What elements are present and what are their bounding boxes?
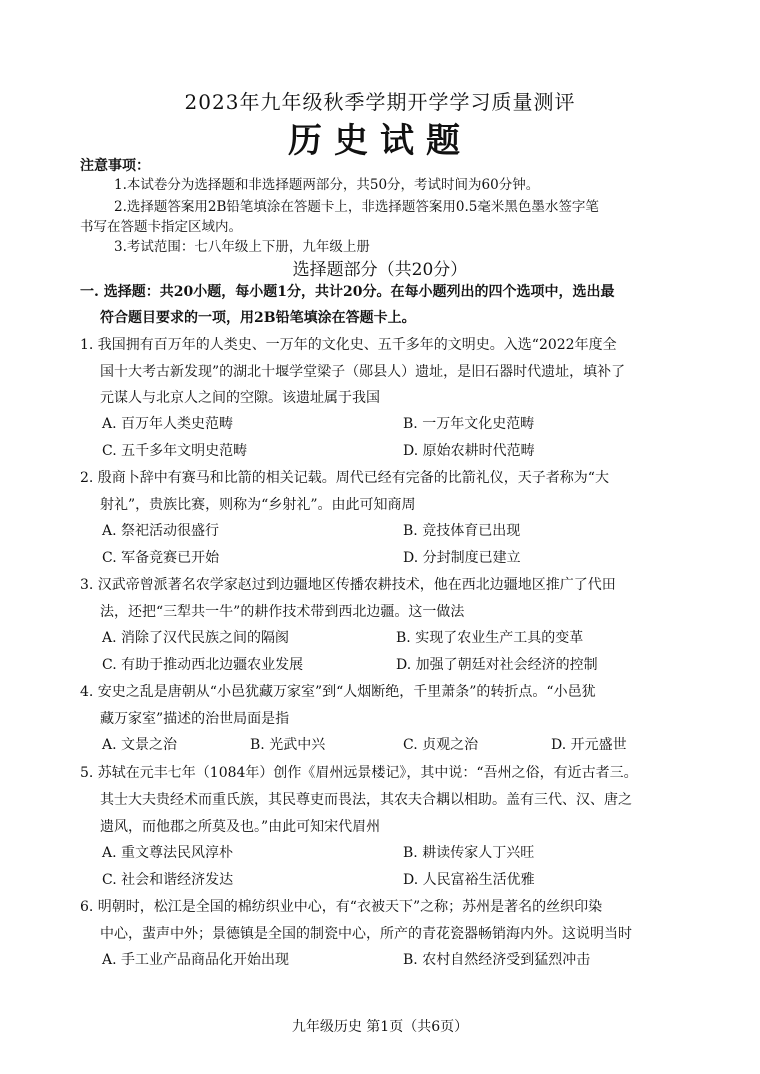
question-text: 4. 安史之乱是唐朝从“小邑犹藏万家室”到“人烟断绝，千里萧条”的转折点。“小邑犹	[80, 684, 596, 700]
option-b: B. 一万年文化史范畴	[403, 416, 535, 432]
question-text: 中心，蜚声中外；景德镇是全国的制瓷中心，所产的青花瓷器畅销海内外。这说明当时	[100, 926, 632, 942]
question-text: 5. 苏轼在元丰七年（1084年）创作《眉州远景楼记》，其中说：“吾州之俗，有近古者三。	[80, 765, 638, 781]
option-c: C. 贞观之治	[403, 737, 479, 753]
option-d: D. 加强了朝廷对社会经济的控制	[396, 657, 598, 673]
exam-title: 2023年九年级秋季学期开学学习质量测评	[184, 90, 576, 114]
option-a: A. 百万年人类史范畴	[102, 416, 234, 432]
option-c: C. 军备竞赛已开始	[102, 550, 220, 566]
question-text: 国十大考古新发现”的湖北十堰学堂梁子（郧县人）遗址，是旧石器时代遗址，填补了	[100, 364, 626, 380]
option-d: D. 分封制度已建立	[403, 550, 521, 566]
question-text: 法，还把“三犁共一牛”的耕作技术带到西北边疆。这一做法	[100, 604, 465, 620]
option-b: B. 农村自然经济受到猛烈冲击	[403, 952, 591, 968]
section-instruction: 符合题目要求的一项，用2B铅笔填涂在答题卡上。	[100, 310, 416, 326]
question-text: 2. 殷商卜辞中有赛马和比箭的相关记载。周代已经有完备的比箭礼仪，天子者称为“大	[80, 470, 609, 486]
notice-line: 1.本试卷分为选择题和非选择题两部分，共50分，考试时间为60分钟。	[114, 177, 540, 193]
option-b: B. 耕读传家人丁兴旺	[403, 845, 535, 861]
question-text: 1. 我国拥有百万年的人类史、一万年的文化史、五千多年的文明史。入选“2022年度全	[80, 337, 617, 353]
option-a: A. 重文尊法民风淳朴	[102, 845, 234, 861]
option-c: C. 有助于推动西北边疆农业发展	[102, 657, 304, 673]
question-text: 3. 汉武帝曾派著名农学家赵过到边疆地区传播农耕技术，他在西北边疆地区推广了代田	[80, 577, 616, 593]
question-text: 6. 明朝时，松江是全国的棉纺织业中心，有“衣被天下”之称；苏州是著名的丝织印染	[80, 899, 603, 915]
notice-line: 2.选择题答案用2B铅笔填涂在答题卡上，非选择题答案用0.5毫米黑色墨水签字笔	[114, 199, 599, 215]
notice-heading: 注意事项：	[80, 158, 150, 174]
section-instruction: 一. 选择题：共20小题，每小题1分，共计20分。在每小题列出的四个选项中，选出最	[80, 284, 615, 300]
notice-line: 3.考试范围：七八年级上下册，九年级上册	[114, 239, 370, 255]
question-text: 元谋人与北京人之间的空隙。该遗址属于我国	[100, 390, 380, 406]
option-b: B. 竞技体育已出现	[403, 523, 521, 539]
option-d: D. 开元盛世	[551, 737, 627, 753]
option-a: A. 手工业产品商品化开始出现	[102, 952, 290, 968]
option-c: C. 社会和谐经济发达	[102, 872, 234, 888]
question-text: 其士大夫贵经术而重氏族，其民尊吏而畏法，其农夫合耦以相助。盖有三代、汉、唐之	[100, 792, 632, 808]
question-text: 射礼”，贵族比赛，则称为“乡射礼”。由此可知商周	[100, 497, 416, 513]
subject-title: 历史试题	[288, 121, 472, 161]
page-footer: 九年级历史 第1页（共6页）	[291, 1019, 469, 1035]
option-a: A. 祭祀活动很盛行	[102, 523, 220, 539]
option-d: D. 原始农耕时代范畴	[403, 443, 535, 459]
option-d: D. 人民富裕生活优雅	[403, 872, 535, 888]
question-text: 藏万家室”描述的治世局面是指	[100, 711, 290, 727]
option-b: B. 光武中兴	[250, 737, 326, 753]
option-c: C. 五千多年文明史范畴	[102, 443, 248, 459]
section-title: 选择题部分（共20分）	[292, 260, 468, 280]
notice-line: 书写在答题卡指定区域内。	[80, 219, 242, 235]
option-a: A. 消除了汉代民族之间的隔阂	[102, 630, 290, 646]
option-a: A. 文景之治	[102, 737, 178, 753]
question-text: 遗风，而他郡之所莫及也。”由此可知宋代眉州	[100, 819, 381, 835]
option-b: B. 实现了农业生产工具的变革	[396, 630, 584, 646]
